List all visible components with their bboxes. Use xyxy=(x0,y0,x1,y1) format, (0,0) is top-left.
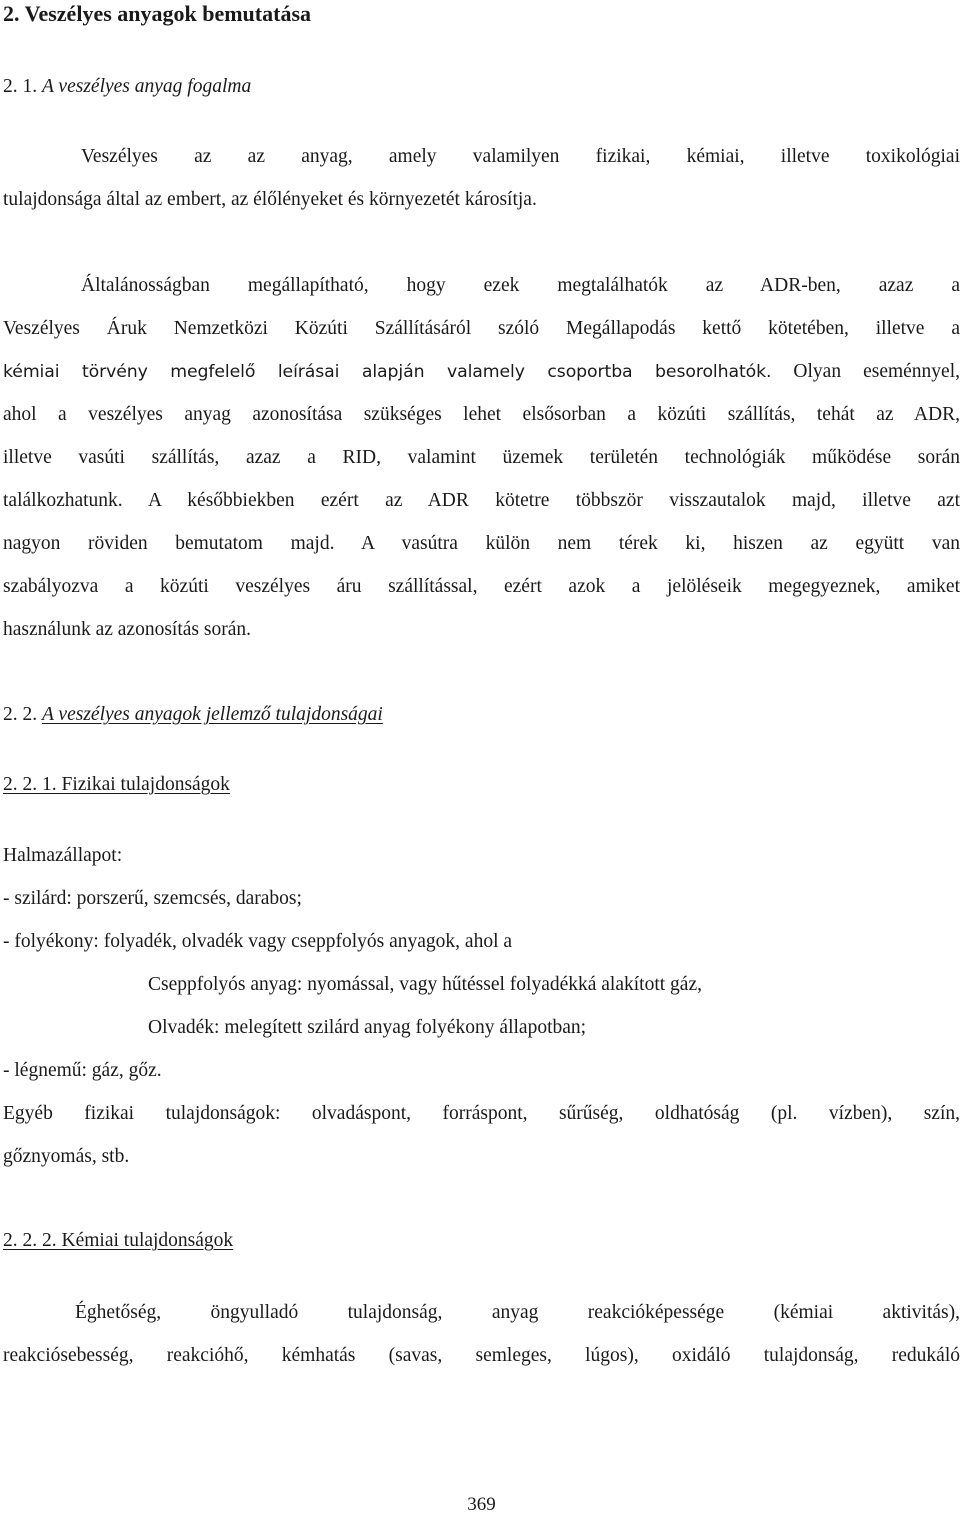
sans-text-run: kémiai törvény megfelelő leírásai alapján valamely csoportba besorolhatók. xyxy=(3,362,772,382)
paragraph-line xyxy=(3,350,960,393)
paragraph-line: Veszélyes Áruk Nemzetközi Közúti Szállításáról szóló Megállapodás kettő kötetében, illetve a xyxy=(3,318,960,339)
chemical-properties xyxy=(3,1291,960,1377)
paragraph-line: ahol a veszélyes anyag azonosítása szükséges lehet elsősorban a közúti szállítás, tehát az ADR, xyxy=(3,404,960,425)
paragraph-line: illetve vasúti szállítás, azaz a RID, valamint üzemek területén technológiák működése során xyxy=(3,447,960,468)
overview-paragraph xyxy=(3,264,960,651)
list-item: - szilárd: porszerű, szemcsés, darabos; xyxy=(3,888,302,909)
sub-list-item: Olvadék: melegített szilárd anyag folyékony állapotban; xyxy=(148,1017,587,1038)
definition-paragraph xyxy=(3,135,960,221)
paragraph-line: használunk az azonosítás során. xyxy=(3,619,251,640)
list-item: - légnemű: gáz, gőz. xyxy=(3,1060,162,1081)
list-item: - folyékony: folyadék, olvadék vagy cseppfolyós anyagok, ahol a xyxy=(3,931,513,952)
section-heading-2-2 xyxy=(3,693,960,736)
paragraph-line: szabályozva a közúti veszélyes áru szállítással, ezért azok a jelöléseik megegyeznek, amiket xyxy=(3,576,960,597)
physical-properties xyxy=(3,834,960,1178)
page-number: 369 xyxy=(467,1494,496,1515)
state-label: Halmazállapot: xyxy=(3,845,123,866)
paragraph-line: Éghetőség, öngyulladó tulajdonság, anyag reakcióképessége (kémiai aktivitás), xyxy=(75,1302,960,1323)
paragraph-line: Általánosságban megállapítható, hogy ezek megtalálhatók az ADR-ben, azaz a xyxy=(81,275,960,296)
subsection-heading-2-2-1 xyxy=(3,763,960,806)
section-number: 2. 2. xyxy=(3,704,38,725)
section-title: A veszélyes anyagok jellemző tulajdonságai xyxy=(42,704,383,725)
paragraph-line: találkozhatunk. A későbbiekben ezért az ADR kötetre többször visszautalok majd, illetve azt xyxy=(3,490,960,511)
section-title: A veszélyes anyag fogalma xyxy=(42,76,252,97)
paragraph-line: Egyéb fizikai tulajdonságok: olvadáspont, forráspont, sűrűség, oldhatóság (pl. vízben), szín, xyxy=(3,1103,960,1124)
paragraph-line: tulajdonsága által az embert, az élőlényeket és környezetét károsítja. xyxy=(3,189,537,210)
paragraph-line: Veszélyes az az anyag, amely valamilyen fizikai, kémiai, illetve toxikológiai xyxy=(81,146,960,167)
paragraph-line: reakciósebesség, reakcióhő, kémhatás (savas, semleges, lúgos), oxidáló tulajdonság, redukáló xyxy=(3,1345,960,1366)
subsection-title: 2. 2. 2. Kémiai tulajdonságok xyxy=(3,1230,234,1251)
paragraph-line: gőznyomás, stb. xyxy=(3,1146,130,1167)
subsection-heading-2-2-2 xyxy=(3,1219,960,1262)
chapter-heading: 2. Veszélyes anyagok bemutatása xyxy=(3,1,312,26)
paragraph-line: nagyon röviden bemutatom majd. A vasútra külön nem térek ki, hiszen az együtt van xyxy=(3,533,960,554)
subsection-title: 2. 2. 1. Fizikai tulajdonságok xyxy=(3,774,230,795)
section-number: 2. 1. xyxy=(3,76,38,97)
section-heading-2-1 xyxy=(3,65,960,108)
sub-list-item: Cseppfolyós anyag: nyomással, vagy hűtéssel folyadékká alakított gáz, xyxy=(148,974,702,995)
serif-text-run: Olyan eseménnyel, xyxy=(771,361,960,382)
